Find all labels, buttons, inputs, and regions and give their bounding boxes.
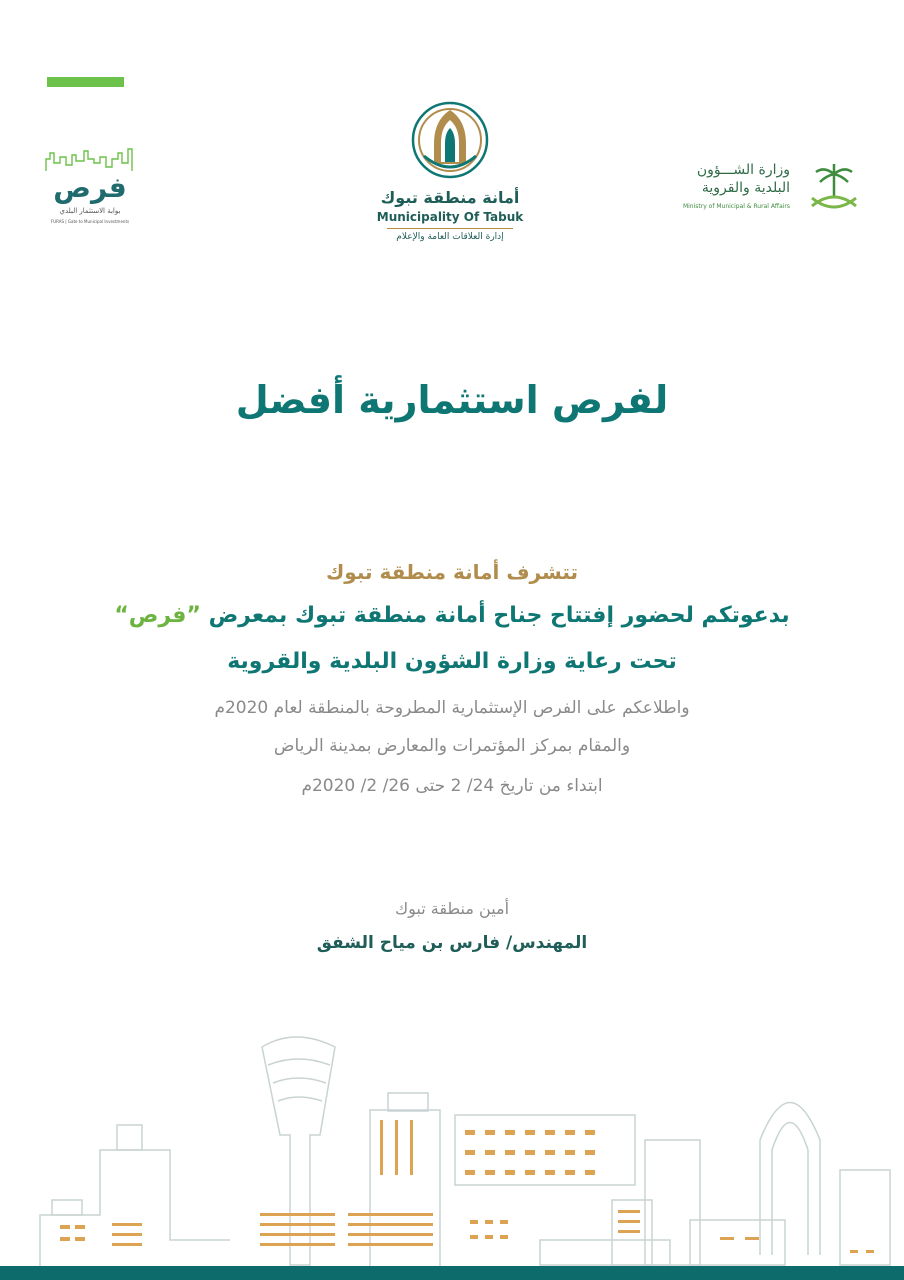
- invitation-line-3: تحت رعاية وزارة الشؤون البلدية والقروية: [227, 649, 677, 674]
- ministry-name-line2: البلدية والقروية: [701, 180, 790, 196]
- municipality-logo: [375, 100, 525, 250]
- invitation-line-2-text: بدعوتكم لحضور إفتتاح جناح أمانة منطقة تبوك بمعرض: [200, 603, 790, 628]
- furas-subtitle-en: FURAS | Gate to Municipal Investments: [50, 219, 130, 224]
- furas-logo: [40, 145, 140, 235]
- palm-swords-emblem-icon: [806, 162, 862, 214]
- ministry-logo: [680, 160, 870, 220]
- ministry-name-line1: وزارة الشـــؤون: [696, 162, 790, 178]
- signature-title: أمين منطقة تبوك: [394, 899, 510, 918]
- invitation-line-5: والمقام بمركز المؤتمرات والمعارض بمدينة الرياض: [273, 736, 631, 756]
- invitation-line-1: تتشرف أمانة منطقة تبوك: [325, 560, 579, 584]
- footer-bar: [0, 1266, 904, 1280]
- page-headline: لفرص استثمارية أفضل: [235, 378, 669, 422]
- invitation-dates: ابتداء من تاريخ 24/ 2 حتى 26/ 2/ 2020م: [301, 776, 603, 796]
- municipality-divider: [387, 228, 513, 229]
- invitation-line-4: واطلاعكم على الفرص الإستثمارية المطروحة بالمنطقة لعام 2020م: [214, 698, 690, 718]
- municipality-department: إدارة العلاقات العامة والإعلام: [396, 232, 504, 242]
- municipality-name-en: Municipality Of Tabuk: [376, 210, 524, 224]
- invitation-line-2: [0, 603, 904, 628]
- exhibition-name: ”فرص“: [114, 603, 201, 628]
- furas-wordmark: فرص: [53, 171, 127, 204]
- green-accent-bar: [47, 77, 124, 87]
- skyline-outline-icon: [40, 145, 140, 173]
- municipality-name-ar: أمانة منطقة تبوك: [380, 188, 520, 207]
- signature-name: المهندس/ فارس بن مياح الشفق: [316, 933, 588, 953]
- municipality-emblem-icon: [410, 100, 490, 180]
- ministry-name-en: Ministry of Municipal & Rural Affairs: [682, 203, 790, 210]
- furas-subtitle: بوابة الاستثمار البلدي: [59, 207, 121, 215]
- city-skyline-illustration: [0, 1025, 904, 1280]
